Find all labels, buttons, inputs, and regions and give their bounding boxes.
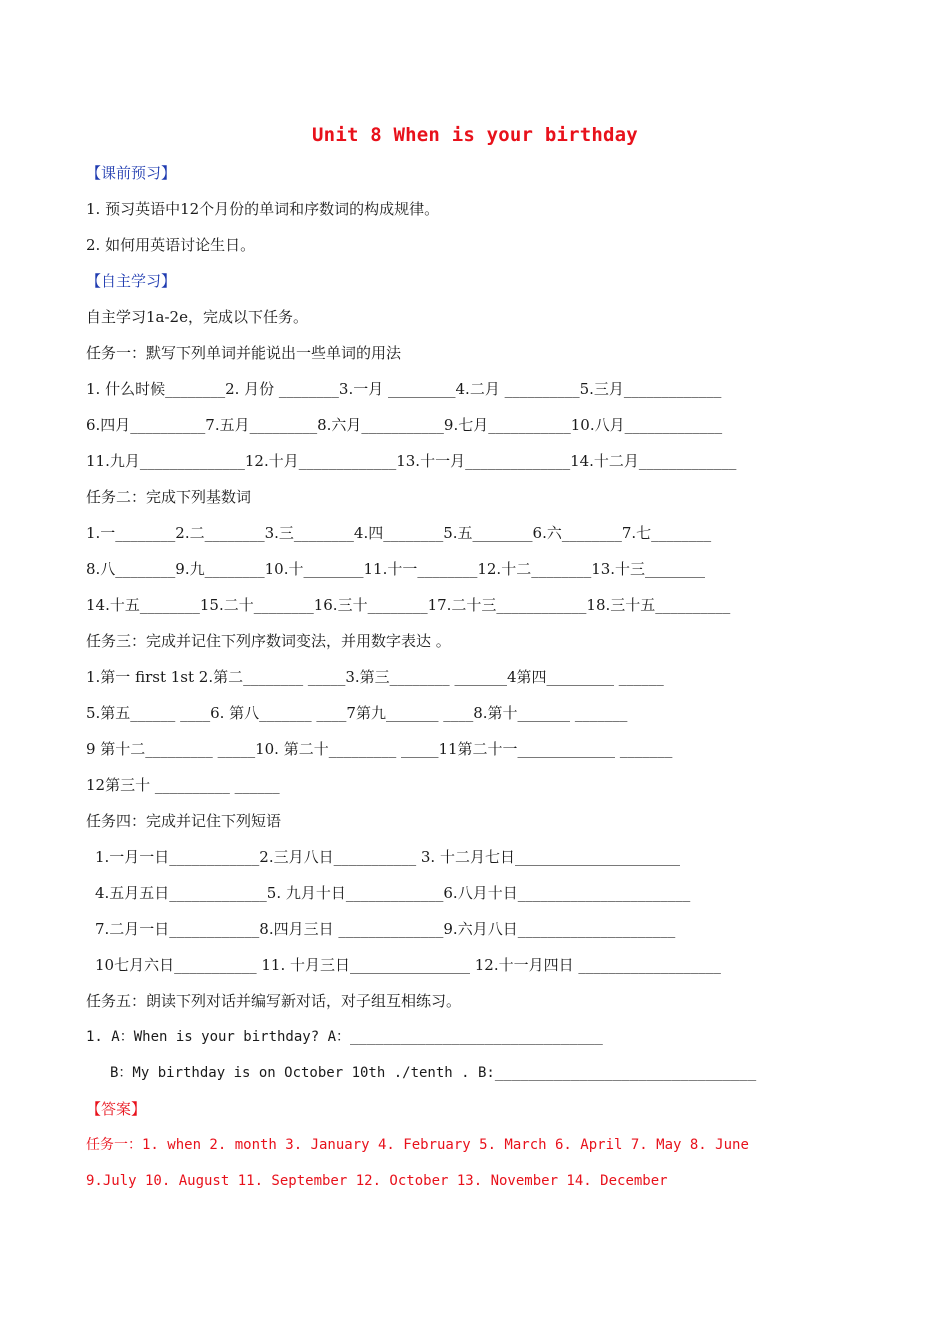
task-1-line-3: 11.九月______________12.十月_____________13.十一月______________14.十二月_____________ (86, 452, 737, 470)
task-2-line-3: 14.十五________15.二十________16.三十________17.二十三____________18.三十五__________ (86, 596, 731, 614)
task-3-heading: 任务三：完成并记住下列序数词变法，并用数字表达 。 (86, 632, 451, 650)
section-heading-preview: 【课前预习】 (86, 164, 177, 182)
task-1-line-2: 6.四月__________7.五月_________8.六月___________9.七月___________10.八月_____________ (86, 416, 723, 434)
answers-heading: 【答案】 (86, 1100, 147, 1118)
task-5-heading: 任务五：朗读下列对话并编写新对话，对子组互相练习。 (86, 992, 462, 1010)
task-4-line-1: 1.一月一日____________2.三月八日___________ 3. 十二月七日______________________ (95, 848, 680, 866)
task-4-line-2: 4.五月五日_____________5. 九月十日_____________6.八月十日_______________________ (95, 884, 691, 902)
task-2-heading: 任务二：完成下列基数词 (86, 488, 252, 506)
task-1-line-1: 1. 什么时候________2. 月份 ________3.一月 _________4.二月 __________5.三月_____________ (86, 380, 722, 398)
task-3-line-3: 9 第十二_________ _____10. 第二十_________ _____11第二十一_____________ _______ (86, 740, 673, 758)
task-5-dialogue-line-2: B：My birthday is on October 10th ./tenth . B:_______________________________ (110, 1065, 757, 1081)
answers-line-1: 任务一：1. when 2. month 3. January 4. February 5. March 6. April 7. May 8. June (86, 1137, 749, 1153)
task-2-line-2: 8.八________9.九________10.十________11.十一________12.十二________13.十三________ (86, 560, 706, 578)
section-heading-self-study: 【自主学习】 (86, 272, 177, 290)
task-3-line-1: 1.第一 first 1st 2.第二________ _____3.第三________ _______4第四_________ ______ (86, 668, 664, 686)
task-4-heading: 任务四：完成并记住下列短语 (86, 812, 282, 830)
self-study-intro: 自主学习1a-2e，完成以下任务。 (86, 308, 308, 326)
preview-item-2: 2. 如何用英语讨论生日。 (86, 236, 256, 254)
task-5-dialogue-line-1: 1. A：When is your birthday? A：______________________________ (86, 1029, 603, 1045)
task-1-heading: 任务一：默写下列单词并能说出一些单词的用法 (86, 344, 402, 362)
task-2-line-1: 1.一________2.二________3.三________4.四________5.五________6.六________7.七________ (86, 524, 712, 542)
task-4-line-4: 10七月六日___________ 11. 十月三日________________ 12.十一月四日 ___________________ (95, 956, 721, 974)
task-3-line-4: 12第三十 __________ ______ (86, 776, 280, 794)
answers-line-2: 9.July 10. August 11. September 12. October 13. November 14. December (86, 1173, 668, 1189)
task-4-line-3: 7.二月一日____________8.四月三日 ______________9.六月八日_____________________ (95, 920, 676, 938)
preview-item-1: 1. 预习英语中12个月份的单词和序数词的构成规律。 (86, 200, 440, 218)
task-3-line-2: 5.第五______ ____6. 第八_______ ____7第九_______ ____8.第十_______ _______ (86, 704, 628, 722)
page-title: Unit 8 When is your birthday (312, 124, 638, 146)
